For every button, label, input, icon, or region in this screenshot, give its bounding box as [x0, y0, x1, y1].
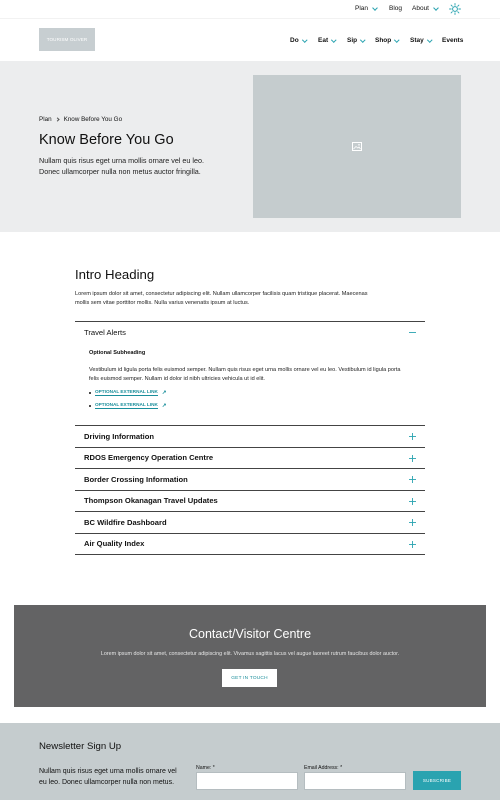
plus-icon — [409, 455, 416, 462]
accordion-body-text: Vestibulum id ligula porta felis euismod semper. Nullam quis risus eget urna mollis ornare vel eu leo. Vestibulum id ligula porta felis euismod semper. Nullam id dolor id nibh ultricies vehicula ut id elit. — [89, 367, 401, 382]
accordion-item-rdos-emergency[interactable] — [75, 447, 425, 469]
nav-item-label: Do — [290, 37, 299, 44]
required-mark: * — [340, 765, 343, 771]
subscribe-button[interactable]: SUBSCRIBE — [413, 771, 461, 790]
chevron-down-icon — [360, 37, 365, 42]
chevron-down-icon — [331, 37, 336, 42]
accordion-title: Thompson Okanagan Travel Updates — [84, 496, 218, 506]
list-item — [89, 402, 411, 409]
contact-section — [14, 605, 486, 707]
utility-nav-blog-label: Blog — [389, 5, 403, 12]
name-field[interactable] — [196, 772, 298, 790]
contact-title: Contact/Visitor Centre — [188, 627, 312, 641]
utility-nav-plan-label: Plan — [355, 5, 369, 12]
name-label — [196, 765, 215, 771]
nav-item-eat[interactable] — [318, 37, 336, 44]
newsletter-title: Newsletter Sign Up — [39, 741, 122, 752]
name-label-text: Name: — [196, 765, 212, 771]
utility-nav-plan[interactable] — [355, 5, 377, 12]
external-link-icon: ↗ — [161, 389, 167, 396]
site-logo[interactable] — [39, 28, 95, 51]
main-header — [0, 18, 500, 61]
get-in-touch-button[interactable]: GET IN TOUCH — [222, 669, 277, 687]
image-placeholder-icon — [352, 142, 362, 151]
nav-item-label: Stay — [410, 37, 424, 44]
bullet — [89, 405, 91, 407]
nav-item-events[interactable] — [442, 37, 463, 44]
accordion-item-bc-wildfire[interactable] — [75, 511, 425, 533]
accordion-subheading: Optional Subheading — [89, 350, 146, 356]
accordion-divider — [75, 554, 425, 555]
nav-item-shop[interactable] — [375, 37, 399, 44]
hero-description: Nullam quis risus eget urna mollis ornare vel eu leo. Donec ullamcorper nulla non metus auctor fringilla. — [39, 156, 204, 176]
external-link[interactable]: OPTIONAL EXTERNAL LINK — [95, 402, 158, 407]
chevron-down-icon — [372, 5, 378, 11]
utility-nav-blog[interactable] — [389, 5, 402, 12]
page-title: Know Before You Go — [39, 132, 174, 148]
accordion — [75, 321, 425, 555]
plus-icon — [409, 433, 416, 440]
plus-icon — [409, 476, 416, 483]
accordion-title: Border Crossing Information — [84, 474, 188, 484]
nav-item-label: Eat — [318, 37, 329, 44]
bullet — [89, 392, 91, 394]
accordion-header-travel-alerts[interactable] — [75, 322, 425, 343]
external-link-icon: ↗ — [161, 402, 167, 409]
accordion-title: Driving Information — [84, 431, 155, 441]
link-list — [89, 389, 411, 409]
nav-item-stay[interactable] — [410, 37, 431, 44]
utility-bar — [0, 0, 500, 18]
accordion-item-border-crossing[interactable] — [75, 468, 425, 490]
minus-icon — [409, 329, 416, 336]
accordion-title: Air Quality Index — [84, 539, 145, 549]
email-field[interactable] — [304, 772, 406, 790]
intro-body: Lorem ipsum dolor sit amet, consectetur adipiscing elit. Nullam ullamcorper facilisis quam tristique placerat. Maecenas mollis sem vitae porttitor mollis. Nulla varius venenatis ipsum at luctus. — [75, 291, 368, 306]
nav-item-do[interactable] — [290, 37, 306, 44]
list-item — [89, 389, 411, 396]
accordion-item-thompson-okanagan[interactable] — [75, 490, 425, 512]
intro-heading: Intro Heading — [75, 267, 155, 282]
accordion-title: RDOS Emergency Operation Centre — [84, 453, 214, 463]
logo-text: TOURISM OLIVER — [46, 37, 88, 42]
utility-nav-about-label: About — [412, 5, 429, 12]
accordion-title: Travel Alerts — [84, 328, 126, 337]
accordion-title: BC Wildfire Dashboard — [84, 517, 167, 527]
hero-image — [253, 75, 461, 218]
chevron-down-icon — [433, 5, 439, 11]
newsletter-description: Nullam quis risus eget urna mollis ornare vel eu leo. Donec ullamcorper nulla non metus. — [39, 768, 177, 786]
nav-item-label: Shop — [375, 37, 392, 44]
chevron-down-icon — [302, 37, 307, 42]
nav-item-label: Events — [442, 37, 464, 44]
contact-body: Lorem ipsum dolor sit amet, consectetur adipiscing elit. Vivamus sagittis lacus vel augue laoreet rutrum faucibus dolor auctor. — [100, 651, 400, 657]
chevron-right-icon — [55, 117, 59, 121]
email-label — [304, 765, 342, 771]
email-label-text: Email Address: — [304, 765, 339, 771]
hero-section — [0, 61, 500, 232]
chevron-down-icon — [427, 37, 432, 42]
nav-item-label: Sip — [347, 37, 358, 44]
required-mark: * — [212, 765, 215, 771]
plus-icon — [409, 541, 416, 548]
sun-icon[interactable] — [449, 3, 461, 15]
breadcrumb — [39, 116, 122, 123]
accordion-item-driving-information[interactable] — [75, 425, 425, 447]
utility-nav-about[interactable] — [412, 5, 438, 12]
external-link[interactable]: OPTIONAL EXTERNAL LINK — [95, 389, 158, 394]
accordion-item-open — [75, 321, 425, 425]
accordion-panel — [75, 343, 425, 425]
plus-icon — [409, 519, 416, 526]
nav-item-sip[interactable] — [347, 37, 365, 44]
chevron-down-icon — [395, 37, 400, 42]
breadcrumb-item-current: Know Before You Go — [63, 116, 123, 123]
accordion-item-air-quality[interactable] — [75, 533, 425, 555]
plus-icon — [409, 498, 416, 505]
breadcrumb-item-plan[interactable]: Plan — [39, 116, 52, 123]
newsletter-section — [0, 723, 500, 800]
